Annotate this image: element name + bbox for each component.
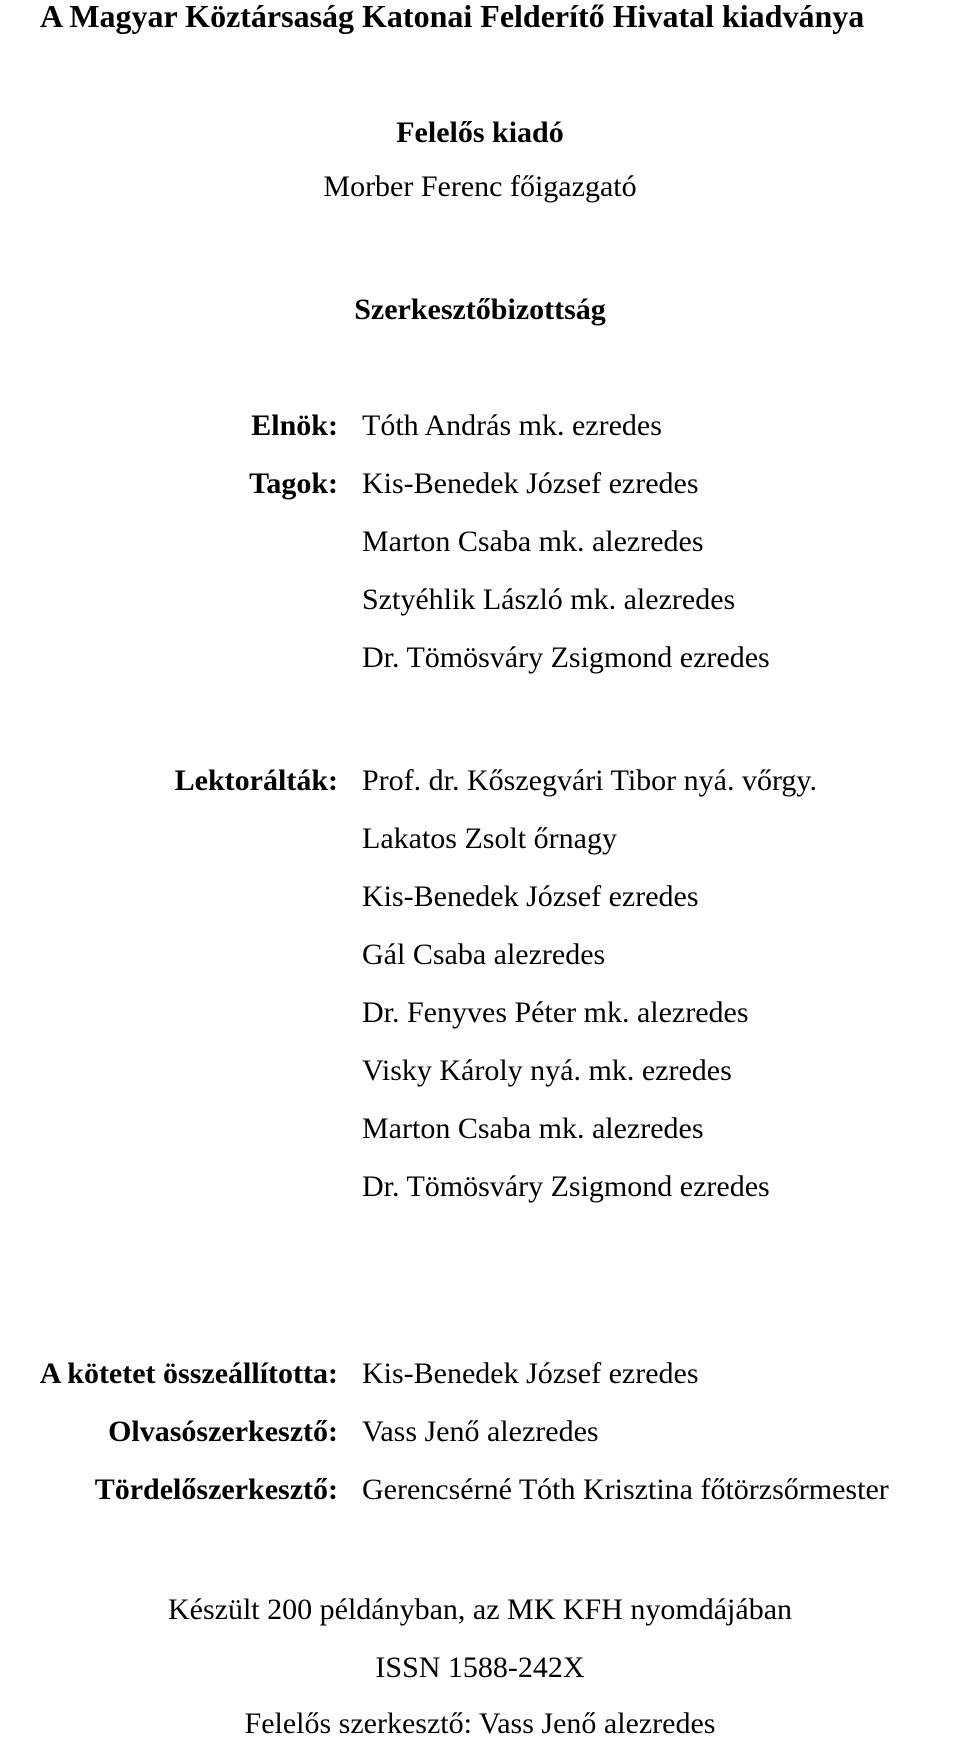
compiler-name: Kis-Benedek József ezredes bbox=[362, 1357, 699, 1390]
reviewer-item: Lakatos Zsolt őrnagy bbox=[362, 822, 617, 855]
reviewer-item: Dr. Tömösváry Zsigmond ezredes bbox=[362, 1170, 770, 1203]
reviewer-item: Visky Károly nyá. mk. ezredes bbox=[362, 1054, 732, 1087]
copy-editor-label: Olvasószerkesztő: bbox=[108, 1415, 338, 1448]
reviewers-label: Lektorálták: bbox=[174, 764, 338, 797]
chair-label: Elnök: bbox=[251, 409, 338, 442]
print-note: Készült 200 példányban, az MK KFH nyomdájában bbox=[167, 1593, 793, 1626]
member-item: Kis-Benedek József ezredes bbox=[362, 467, 699, 500]
member-item: Marton Csaba mk. alezredes bbox=[362, 525, 704, 558]
reviewer-item: Kis-Benedek József ezredes bbox=[362, 880, 699, 913]
publisher-label: Felelős kiadó bbox=[396, 116, 564, 149]
member-item: Dr. Tömösváry Zsigmond ezredes bbox=[362, 641, 770, 674]
responsible-editor: Felelős szerkesztő: Vass Jenő alezredes bbox=[244, 1707, 716, 1740]
reviewer-item: Prof. dr. Kőszegvári Tibor nyá. vőrgy. bbox=[362, 764, 817, 797]
compiler-label: A kötetet összeállította: bbox=[39, 1357, 338, 1390]
members-label: Tagok: bbox=[249, 467, 338, 500]
reviewer-item: Dr. Fenyves Péter mk. alezredes bbox=[362, 996, 749, 1029]
member-item: Sztyéhlik László mk. alezredes bbox=[362, 583, 736, 616]
editorial-board-heading: Szerkesztőbizottság bbox=[354, 293, 606, 326]
reviewer-item: Gál Csaba alezredes bbox=[362, 938, 606, 971]
copy-editor-name: Vass Jenő alezredes bbox=[362, 1415, 599, 1448]
page-title: A Magyar Köztársaság Katonai Felderítő Hivatal kiadványa bbox=[40, 0, 865, 34]
publisher-name: Morber Ferenc főigazgató bbox=[323, 170, 637, 203]
reviewer-item: Marton Csaba mk. alezredes bbox=[362, 1112, 704, 1145]
issn: ISSN 1588-242X bbox=[375, 1651, 585, 1684]
layout-editor-label: Tördelőszerkesztő: bbox=[94, 1473, 338, 1506]
layout-editor-name: Gerencsérné Tóth Krisztina főtörzsőrmester bbox=[362, 1473, 889, 1506]
chair-name: Tóth András mk. ezredes bbox=[362, 409, 662, 442]
